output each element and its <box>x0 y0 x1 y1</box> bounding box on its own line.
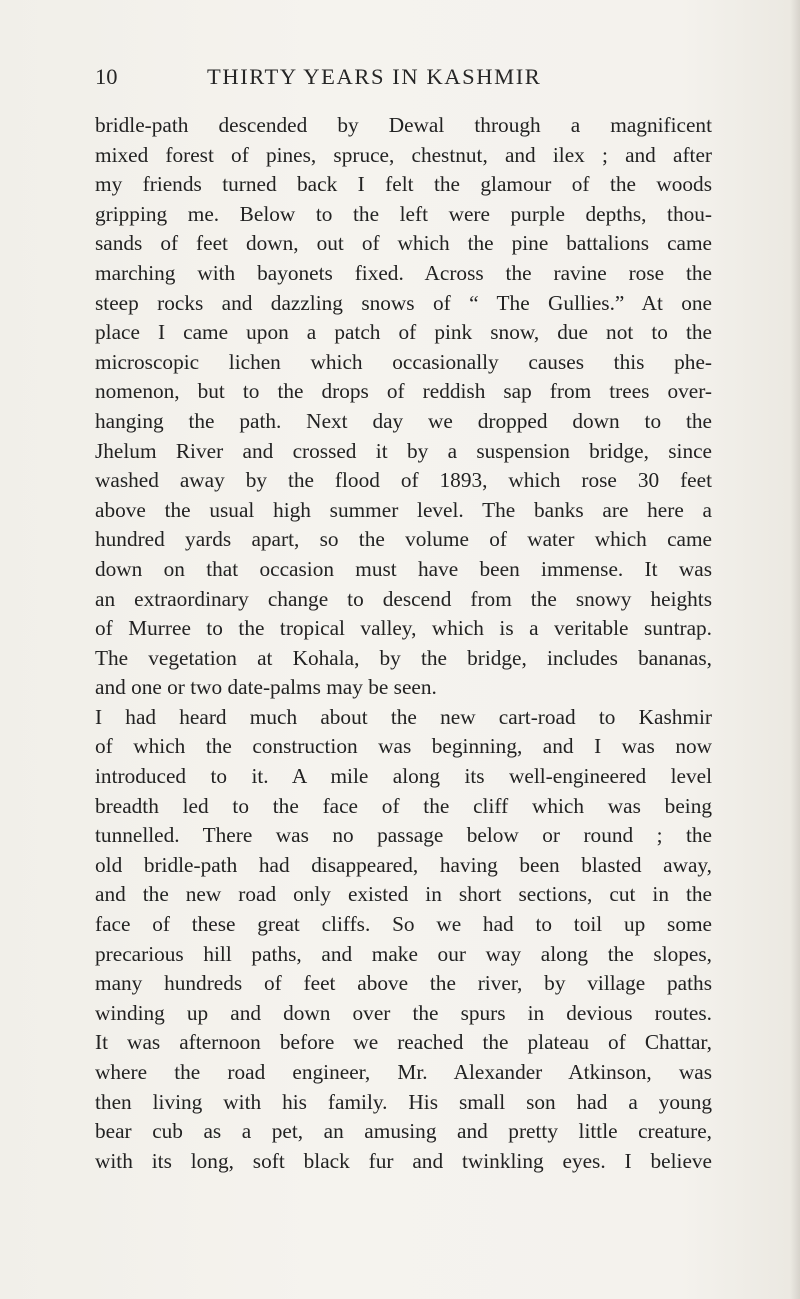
page-edge-shadow <box>790 0 800 1299</box>
text-line-paragraph-end: and one or two date-palms may be seen. <box>95 675 437 700</box>
text-line: above the usual high summer level. The banks are here a <box>95 497 712 522</box>
page-header <box>95 64 712 98</box>
running-title: THIRTY YEARS IN KASHMIR <box>207 64 542 89</box>
text-line: where the road engineer, Mr. Alexander Atkinson, was <box>95 1060 712 1084</box>
text-line: washed away by the flood of 1893, which rose 30 feet <box>95 468 712 493</box>
text-line: marching with bayonets fixed. Across the ravine rose the <box>95 260 712 285</box>
text-line: place I came upon a patch of pink snow, due not to the <box>95 320 712 345</box>
text-line: tunnelled. There was no passage below or round ; the <box>95 823 712 848</box>
text-line: bear cub as a pet, an amusing and pretty little creature, <box>95 1119 712 1144</box>
text-line: It was afternoon before we reached the plateau of Chattar, <box>95 1030 712 1055</box>
text-line: sands of feet down, out of which the pine battalions came <box>95 231 712 256</box>
text-line: Jhelum River and crossed it by a suspension bridge, since <box>95 438 712 463</box>
text-line: and the new road only existed in short sections, cut in the <box>95 882 712 907</box>
text-line: many hundreds of feet above the river, by village paths <box>95 971 712 996</box>
text-line: old bridle-path had disappeared, having been blasted away, <box>95 852 712 877</box>
text-line: of Murree to the tropical valley, which is a veritable suntrap. <box>95 616 712 641</box>
text-line: breadth led to the face of the cliff which was being <box>95 793 712 818</box>
text-line: face of these great cliffs. So we had to toil up some <box>95 912 712 937</box>
text-line: down on that occasion must have been immense. It was <box>95 556 712 581</box>
text-line: gripping me. Below to the left were purple depths, thou- <box>95 201 712 226</box>
text-line: of which the construction was beginning, and I was now <box>95 734 712 759</box>
text-line: mixed forest of pines, spruce, chestnut, and ilex ; and after <box>95 142 712 167</box>
text-line: hundred yards apart, so the volume of water which came <box>95 527 712 552</box>
text-line: hanging the path. Next day we dropped down to the <box>95 408 712 433</box>
text-line: The vegetation at Kohala, by the bridge, includes bananas, <box>95 645 712 670</box>
text-line-paragraph-start: I had heard much about the new cart-road to Kashmir <box>95 704 712 729</box>
text-line: introduced to it. A mile along its well-engineered level <box>95 764 712 789</box>
body-text <box>95 111 712 1176</box>
text-line: bridle-path descended by Dewal through a magnificent <box>95 113 712 137</box>
text-line: microscopic lichen which occasionally causes this phe- <box>95 349 712 374</box>
text-line: an extraordinary change to descend from the snowy heights <box>95 586 712 611</box>
page-number: 10 <box>95 64 118 89</box>
text-line: with its long, soft black fur and twinkling eyes. I believe <box>95 1148 712 1173</box>
text-line: winding up and down over the spurs in devious routes. <box>95 1000 712 1025</box>
text-line: precarious hill paths, and make our way along the slopes, <box>95 941 712 966</box>
text-line: then living with his family. His small son had a young <box>95 1089 712 1114</box>
text-line: steep rocks and dazzling snows of “ The Gullies.” At one <box>95 290 712 315</box>
text-line: my friends turned back I felt the glamour of the woods <box>95 172 712 197</box>
text-line: nomenon, but to the drops of reddish sap from trees over- <box>95 379 712 404</box>
